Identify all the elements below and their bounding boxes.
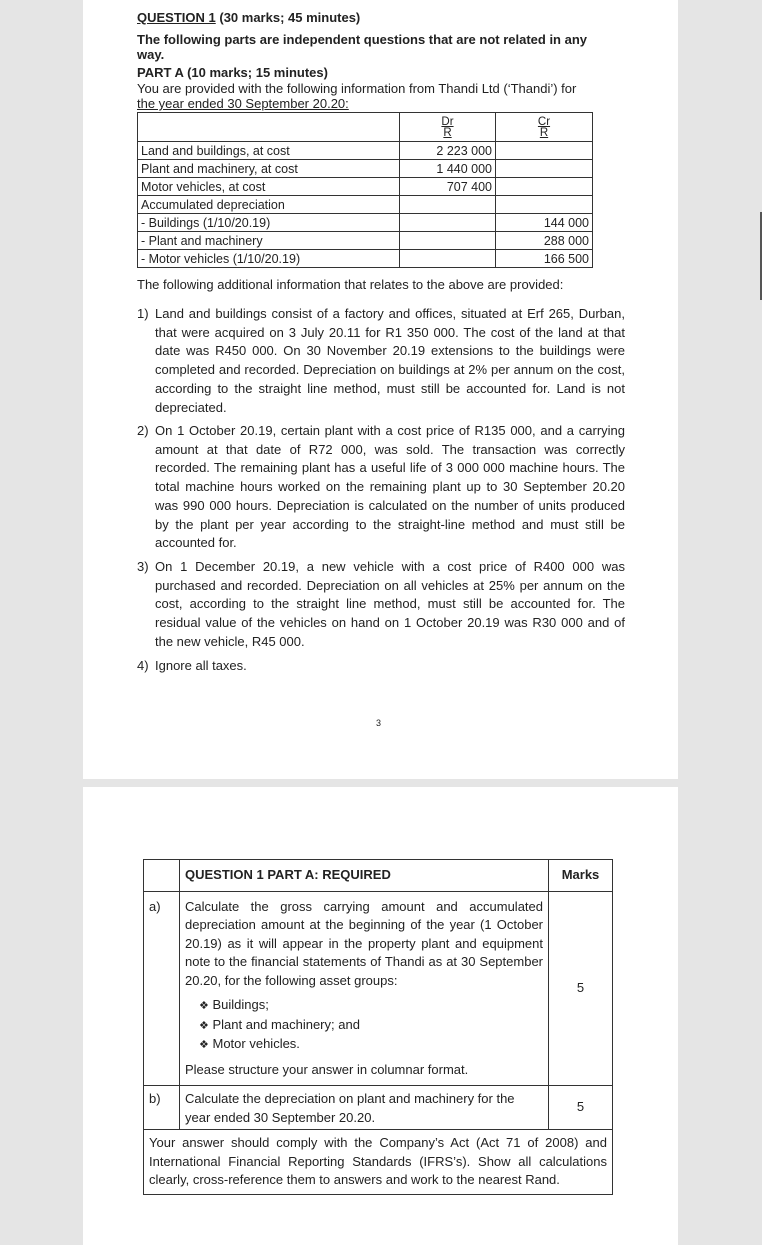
trial-balance-table (137, 112, 593, 268)
required-table (143, 859, 613, 1195)
required-title: QUESTION 1 PART A: REQUIRED (180, 860, 549, 892)
dr-header: Dr R (400, 113, 496, 142)
marks-b: 5 (549, 1086, 613, 1130)
intro-line2: the year ended 30 September 20.20: (137, 96, 349, 111)
compliance-note: Your answer should comply with the Company’s Act (Act 71 of 2008) and International Financial Reporting Standards (IFRS’s). Show all calculations clearly, cross-reference them to answers and work to the nearest Rand. (144, 1130, 613, 1195)
list-item: 4) Ignore all taxes. (137, 658, 247, 673)
required-row-a (144, 891, 613, 1086)
item-label-a: a) (144, 891, 180, 1086)
item-label-b: b) (144, 1086, 180, 1130)
item-b-content: Calculate the depreciation on plant and machinery for the year ended 30 September 20.20. (180, 1086, 549, 1130)
table-header-row (138, 113, 593, 142)
question-title: QUESTION 1 (30 marks; 45 minutes) (137, 10, 361, 25)
table-row: - Motor vehicles (1/10/20.19) 166 500 (138, 250, 593, 268)
required-row-b (144, 1086, 613, 1130)
table-row: - Plant and machinery 288 000 (138, 232, 593, 250)
page-number: 3 (376, 718, 382, 728)
bullet-item: ❖ Buildings; (199, 997, 269, 1012)
list-item: 1) Land and buildings consist of a factory and offices, situated at Erf 265, Durban, that were acquired on 3 July 20.11 for R1 350 000. The cost of the land at that date was R450 000. On 30 November 20.19 extensions to the buildings were completed and recorded. Depreciation on buildings at 2% per annum on the cost, according to the straight line method, must still be accounted for. Land is not depreciated. (137, 306, 625, 415)
marks-header: Marks (549, 860, 613, 892)
structure-note: Please structure your answer in columnar format. (185, 1061, 469, 1077)
footer-row (144, 1130, 613, 1195)
table-row: Accumulated depreciation (138, 196, 593, 214)
table-row: - Buildings (1/10/20.19) 144 000 (138, 214, 593, 232)
cr-header: Cr R (496, 113, 593, 142)
marks-a: 5 (549, 891, 613, 1086)
bullet-icon: ❖ (199, 1039, 209, 1051)
page-4 (83, 787, 678, 1245)
table-row: Land and buildings, at cost 2 223 000 (138, 142, 593, 160)
list-item: 3) On 1 December 20.19, a new vehicle with a cost price of R400 000 was purchased and recorded. Depreciation on all vehicles at 25% per annum on the cost, according to the straight line method, must still be accounted for. The residual value of the vehicles on hand on 1 October 20.19 was R30 000 and of the new vehicle, R45 000. (137, 559, 625, 649)
table-row: Motor vehicles, at cost 707 400 (138, 178, 593, 196)
part-a-title: PART A (10 marks; 15 minutes) (137, 65, 328, 80)
intro-line1: You are provided with the following information from Thandi Ltd (‘Thandi’) for (137, 81, 577, 96)
independent-note-line2: way. (137, 47, 165, 62)
required-header-row (144, 860, 613, 892)
independent-note-line1: The following parts are independent questions that are not related in any (137, 32, 588, 47)
item-a-content: Calculate the gross carrying amount and accumulated depreciation amount at the beginning of the year (1 October 20.19) as it will appear in the property plant and equipment note to the financial statements of Thandi as at 30 September 20.20, for the following asset groups: ❖ Buildings; ❖ Plant and machinery; and ❖ Motor vehicles. Please structure your answer in columnar format. (180, 891, 549, 1086)
bullet-icon: ❖ (199, 1000, 209, 1012)
additional-info-intro: The following additional information that relates to the above are provided: (137, 277, 564, 292)
bullet-icon: ❖ (199, 1019, 209, 1032)
list-item: 2) On 1 October 20.19, certain plant with a cost price of R135 000, and a carrying amount at that date of R72 000, was sold. The transaction was correctly recorded. The remaining plant has a useful life of 3 000 000 machine hours. The total machine hours worked on the remaining plant up to 30 September 20.20 was 990 000 hours. Depreciation is calculated on the number of units produced by the plant per year according to the straight-line method and must still be accounted for. (137, 423, 625, 551)
table-row: Plant and machinery, at cost 1 440 000 (138, 160, 593, 178)
page-3 (83, 0, 678, 779)
bullet-item: ❖ Plant and machinery; and (199, 1016, 360, 1032)
bullet-item: ❖ Motor vehicles. (199, 1036, 300, 1051)
